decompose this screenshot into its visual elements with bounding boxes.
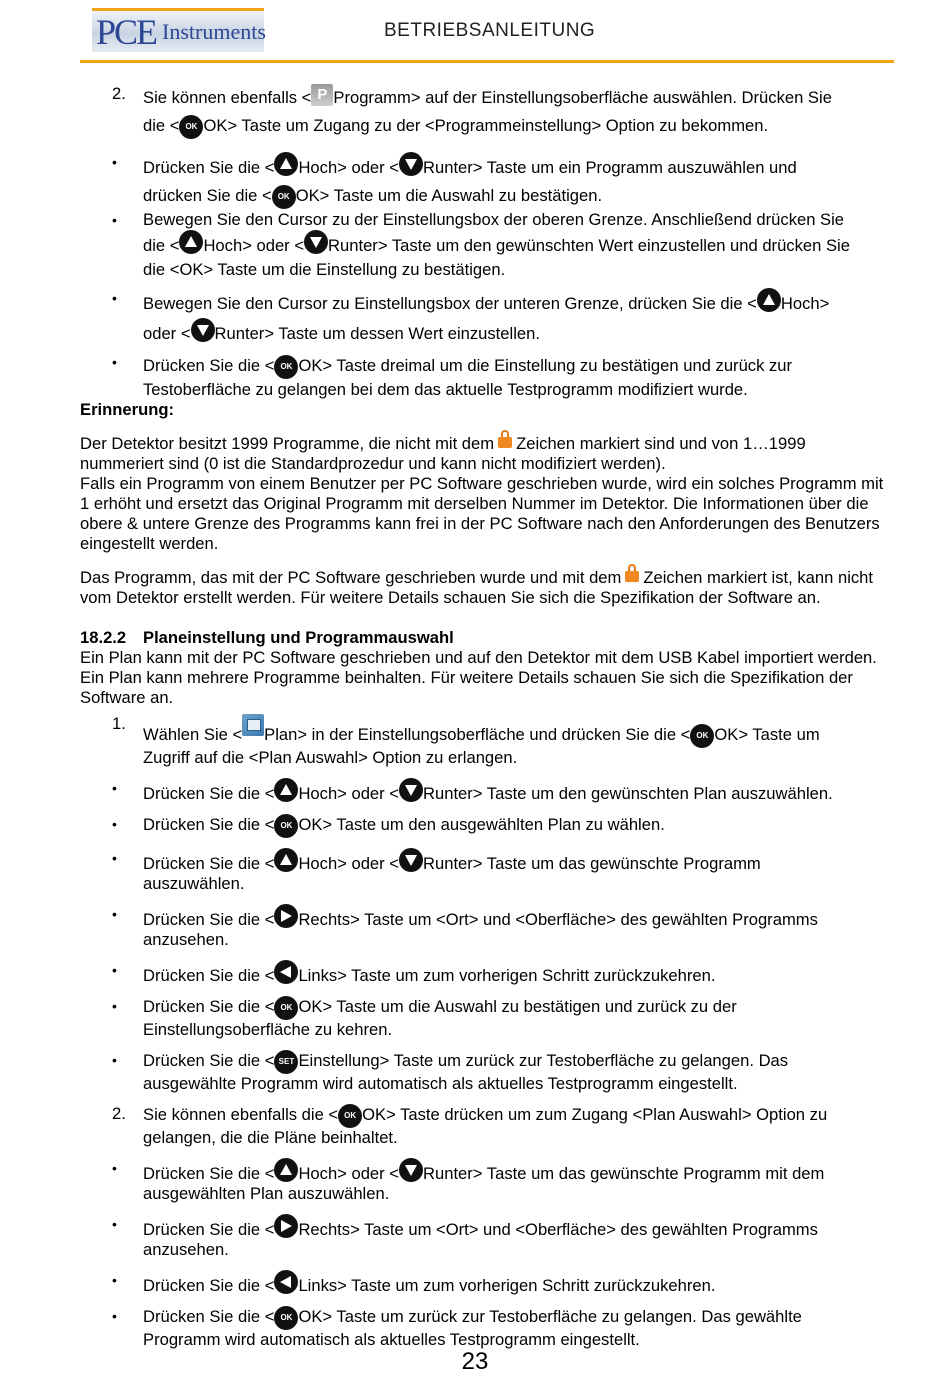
bullet: • [112,212,117,228]
list-item [80,1306,894,1350]
pce-logo [92,8,264,52]
text: OK> Taste drücken um zum Zugang <Plan Auswahl> Option zu [362,1105,828,1124]
text: Hoch> oder < [203,236,305,255]
list-item [80,1050,894,1094]
list-item [80,352,894,400]
text: Drücken Sie die < [143,1051,275,1070]
list-item [80,1270,894,1296]
set-button-icon: SET [274,1050,298,1074]
list-item [80,904,894,950]
text: Hoch> oder < [298,1164,399,1183]
bullet: • [112,1308,117,1324]
list-item [80,848,894,894]
text: Testoberfläche zu gelangen bei dem das aktuelle Testprogramm modifiziert wurde. [143,380,748,399]
left-arrow-icon [274,960,298,984]
bullet: • [112,154,117,170]
list-item [80,714,894,768]
text: OK> Taste um den ausgewählten Plan zu wählen. [298,815,665,834]
up-arrow-icon [274,848,298,872]
paragraph [80,430,894,454]
text: anzusehen. [143,1240,229,1259]
list-item [80,1104,894,1148]
bullet: • [112,1272,117,1288]
down-arrow-icon [191,318,215,342]
up-arrow-icon [274,152,298,176]
list-number: 2. [112,84,126,103]
list-item [80,960,894,986]
paragraph [80,564,894,608]
paragraph: Falls ein Programm von einem Benutzer per PC Software geschrieben wurde, wird ein solches Programm mit 1 erhöht und ersetzt das Original Programm mit derselben Nummer im Detektor. Die Informationen über die obere & untere Grenze des Programms kann frei in der PC Software nach den Anforderungen des Benutzers eingestellt werden. [80,474,884,553]
text: Rechts> Taste um <Ort> und <Oberfläche> des gewählten Programms [298,910,818,929]
list-item [80,1158,894,1204]
page-content [80,82,894,1350]
paragraph: Ein Plan kann mit der PC Software geschrieben und auf den Detektor mit dem USB Kabel importiert werden. Ein Plan kann mehrere Programme beinhalten. Für weitere Details schauen Sie sich die Spezifikation der Software an. [80,648,877,707]
header-divider [80,60,894,63]
text: Drücken Sie die < [143,1276,275,1295]
ok-button-icon: OK [274,1306,298,1330]
list-item [80,814,894,838]
bullet: • [112,998,117,1014]
ok-button-icon: OK [274,814,298,838]
text: Einstellungsoberfläche zu kehren. [143,1020,393,1039]
text: Drücken Sie die < [143,784,275,803]
down-arrow-icon [399,1158,423,1182]
up-arrow-icon [274,778,298,802]
down-arrow-icon [304,230,328,254]
text: Wählen Sie < [143,725,243,744]
up-arrow-icon [179,230,203,254]
section-number: 18.2.2 [80,628,127,647]
text: die < [143,236,180,255]
bullet: • [112,816,117,832]
page-header [80,6,894,66]
text: Bewegen Sie den Cursor zu der Einstellungsbox der oberen Grenze. Anschließend drücken Sie [143,210,845,229]
text: Runter> Taste um das gewünschte Programm mit dem [423,1164,825,1183]
bullet: • [112,290,117,306]
text: Runter> Taste um den gewünschten Plan auszuwählen. [423,784,833,803]
text: anzusehen. [143,930,229,949]
text: Hoch> oder < [298,158,399,177]
ok-button-icon: OK [338,1104,362,1128]
document-title: BETRIEBSANLEITUNG [384,20,596,41]
text: OK> Taste um die Auswahl zu bestätigen. [295,186,603,205]
text: Bewegen Sie den Cursor zu Einstellungsbox der unteren Grenze, drücken Sie die < [143,294,757,313]
text: Drücken Sie die < [143,1307,275,1326]
text: Drücken Sie die < [143,1220,275,1239]
text: Runter> Taste um das gewünschte Programm [423,854,761,873]
down-arrow-icon [399,152,423,176]
down-arrow-icon [399,848,423,872]
text: Links> Taste um zum vorherigen Schritt zurückzukehren. [298,966,716,985]
right-arrow-icon [274,1214,298,1238]
text: Der Detektor besitzt 1999 Programme, die nicht mit dem [80,434,495,453]
section-title: Planeinstellung und Programmauswahl [143,628,454,647]
text: oder < [143,324,191,343]
list-item [80,778,894,804]
text: Runter> Taste um ein Programm auszuwählen und [423,158,797,177]
list-number: 2. [112,1104,126,1123]
ok-button-icon: OK [179,115,203,139]
list-item [80,1214,894,1260]
reminder-heading: Erinnerung: [80,400,175,419]
left-arrow-icon [274,1270,298,1294]
text: Drücken Sie die < [143,910,275,929]
text: die < [143,116,180,135]
page-number: 23 [461,1348,489,1375]
text: Sie können ebenfalls die < [143,1105,339,1124]
bullet: • [112,962,117,978]
text: Sie können ebenfalls < [143,88,312,107]
text: Zugriff auf die <Plan Auswahl> Option zu erlangen. [143,748,518,767]
text: OK> Taste um Zugang zu der <Programmeinstellung> Option zu bekommen. [203,116,769,135]
text: Zeichen markiert sind und von 1…1999 [516,434,806,453]
bullet: • [112,1160,117,1176]
text: ausgewählten Plan auszuwählen. [143,1184,390,1203]
text: Drücken Sie die < [143,1164,275,1183]
text: Drücken Sie die < [143,966,275,985]
list-item [80,84,894,140]
text: die <OK> Taste um die Einstellung zu bestätigen. [143,260,506,279]
text: Programm wird automatisch als aktuelles Testprogramm eingestellt. [143,1330,640,1349]
text: Hoch> [780,294,830,313]
down-arrow-icon [399,778,423,802]
list-item [80,152,894,210]
ok-button-icon: OK [274,355,298,379]
bullet: • [112,354,117,370]
text: gelangen, die die Pläne beinhaltet. [143,1128,398,1147]
text: OK> Taste um [714,725,820,744]
list-item [80,210,894,280]
text: Rechts> Taste um <Ort> und <Oberfläche> des gewählten Programms [298,1220,818,1239]
lock-icon [498,430,512,448]
bullet: • [112,850,117,866]
text: Drücken Sie die < [143,997,275,1016]
text: OK> Taste um die Auswahl zu bestätigen und zurück zu der [298,997,737,1016]
logo-instruments-text: Instruments [162,18,266,44]
ok-button-icon: OK [274,996,298,1020]
text: Hoch> oder < [298,784,399,803]
text: OK> Taste dreimal um die Einstellung zu bestätigen und zurück zur [298,356,793,375]
ok-button-icon: OK [690,724,714,748]
text: Drücken Sie die < [143,356,275,375]
section-heading [80,628,894,648]
text: Hoch> oder < [298,854,399,873]
lock-icon [625,564,639,582]
bullet: • [112,906,117,922]
text: ausgewählte Programm wird automatisch als aktuelles Testprogramm eingestellt. [143,1074,738,1093]
plan-icon [242,714,264,736]
list-item [80,996,894,1040]
bullet: • [112,1216,117,1232]
up-arrow-icon [274,1158,298,1182]
text: Runter> Taste um den gewünschten Wert einzustellen und drücken Sie [328,236,850,255]
text: Zeichen markiert ist, kann nicht vom Detektor erstellt werden. Für weitere Details schauen Sie sich die Spezifikation der Software an. [80,568,874,607]
bullet: • [112,780,117,796]
text: Drücken Sie die < [143,815,275,834]
bullet: • [112,1052,117,1068]
text: auszuwählen. [143,874,245,893]
logo-pce-text: PCE [96,11,157,52]
list-item [80,288,894,348]
text: Programm> auf der Einstellungsoberfläche auswählen. Drücken Sie [333,88,832,107]
text: Drücken Sie die < [143,158,275,177]
text: Einstellung> Taste um zurück zur Testoberfläche zu gelangen. Das [298,1051,789,1070]
text: Plan> in der Einstellungsoberfläche und drücken Sie die < [264,725,691,744]
text: Das Programm, das mit der PC Software geschrieben wurde und mit dem [80,568,622,587]
program-icon: P [311,84,333,106]
text: drücken Sie die < [143,186,272,205]
right-arrow-icon [274,904,298,928]
ok-button-icon: OK [272,185,296,209]
text: Runter> Taste um dessen Wert einzustellen. [214,324,540,343]
paragraph: nummeriert sind (0 ist die Standardprozedur und kann nicht modifiziert werden). [80,454,666,473]
list-number: 1. [112,714,126,733]
text: Drücken Sie die < [143,854,275,873]
up-arrow-icon [757,288,781,312]
text: OK> Taste um zurück zur Testoberfläche zu gelangen. Das gewählte [298,1307,802,1326]
text: Links> Taste um zum vorherigen Schritt zurückzukehren. [298,1276,716,1295]
